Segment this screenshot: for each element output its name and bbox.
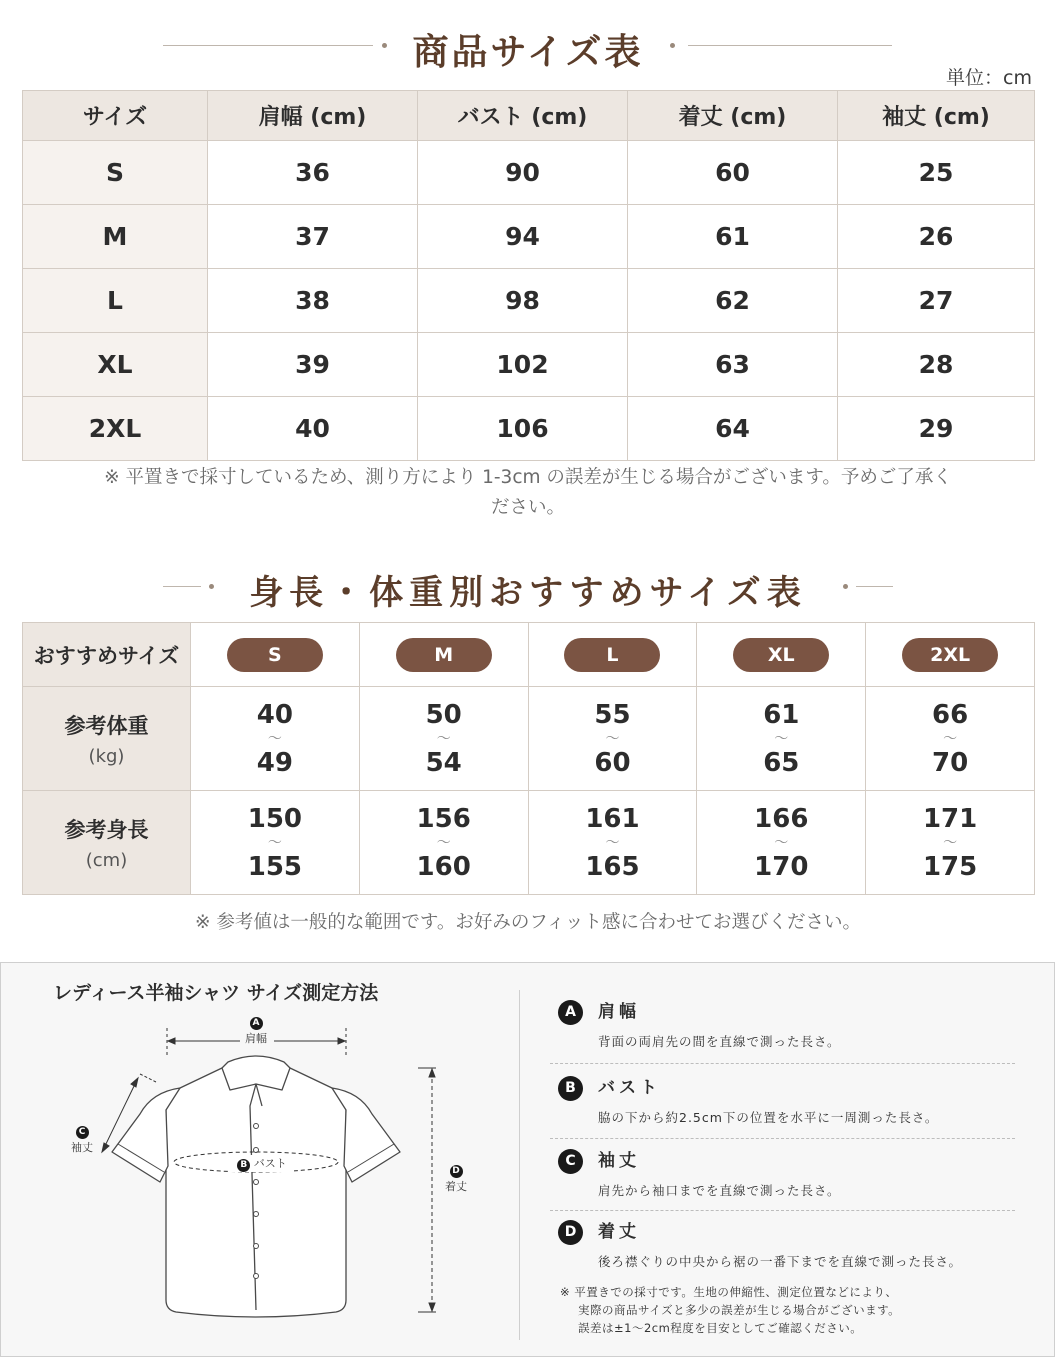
recommend-note: ※ 参考値は一般的な範囲です。お好みのフィット感に合わせてお選びください。: [195, 912, 861, 933]
weight-row: [23, 687, 1035, 791]
label-shoulder-text: 肩幅: [245, 1032, 267, 1045]
item-title: 肩幅: [598, 1002, 640, 1022]
size-table-title: 商品サイズ表: [412, 31, 644, 73]
size-pill-cell: [697, 623, 866, 687]
table-row: [23, 205, 1035, 269]
height-range: [697, 791, 866, 895]
header-size: サイズ: [23, 91, 208, 141]
size-pill: XL: [733, 638, 829, 672]
weight-range: [359, 687, 528, 791]
heading-rule-right: [688, 45, 892, 46]
table-row: [23, 269, 1035, 333]
height-range: [191, 791, 360, 895]
badge-d-icon: D: [450, 1165, 463, 1178]
item-title: バスト: [598, 1078, 661, 1098]
range-max: 65: [763, 747, 800, 778]
range-min: 61: [763, 699, 800, 730]
range-max: 49: [256, 747, 293, 778]
size-pill: L: [564, 638, 660, 672]
height-row: [23, 791, 1035, 895]
range-max: 54: [425, 747, 462, 778]
label-bust-text: バスト: [253, 1157, 287, 1170]
header-sleeve: 袖丈 (cm): [838, 91, 1035, 141]
value-cell: 25: [838, 141, 1035, 205]
measurement-note-line-1: ※ 平置きでの採寸です。生地の伸縮性、測定位置などにより、: [560, 1285, 898, 1299]
unit-label: 単位：cm: [946, 67, 1032, 89]
range-max: 165: [585, 851, 640, 882]
heading2-dot-right: [843, 584, 848, 589]
value-cell: 37: [208, 205, 418, 269]
measure-item-shoulder: [558, 1000, 1018, 1055]
range-max: 155: [247, 851, 303, 882]
diagram-label-shoulder: [236, 1015, 276, 1046]
measure-item-length: [558, 1220, 1018, 1275]
range-tilde: ～: [267, 834, 282, 851]
label-length-text: 着丈: [445, 1180, 467, 1193]
item-desc: 後ろ襟ぐりの中央から裾の一番下までを直線で測った長さ。: [598, 1254, 963, 1269]
table-row: [23, 397, 1035, 461]
range-min: 150: [247, 803, 303, 834]
range-tilde: ～: [436, 730, 451, 747]
item-divider: [550, 1138, 1015, 1139]
range-tilde: ～: [267, 730, 282, 747]
value-cell: 94: [418, 205, 628, 269]
value-cell: 60: [628, 141, 838, 205]
measure-item-bust: [558, 1076, 1018, 1131]
value-cell: 102: [418, 333, 628, 397]
value-cell: 98: [418, 269, 628, 333]
item-divider: [550, 1063, 1015, 1064]
diagram-label-sleeve: [62, 1124, 102, 1155]
size-pill-cell: [359, 623, 528, 687]
value-cell: 62: [628, 269, 838, 333]
header-length: 着丈 (cm): [628, 91, 838, 141]
recommend-title: 身長・体重別おすすめサイズ表: [249, 573, 807, 613]
measurement-title: レディース半袖シャツ サイズ測定方法: [53, 982, 379, 1004]
weight-range: [191, 687, 360, 791]
value-cell: 26: [838, 205, 1035, 269]
recommend-table: [22, 622, 1035, 895]
value-cell: 29: [838, 397, 1035, 461]
size-table: [22, 90, 1035, 461]
weight-label-cell: [23, 687, 191, 791]
range-min: 66: [932, 699, 969, 730]
range-max: 160: [416, 851, 471, 882]
height-range: [528, 791, 697, 895]
badge-c-icon: C: [76, 1126, 89, 1139]
recommend-size-label: おすすめサイズ: [23, 623, 191, 687]
size-cell: S: [23, 141, 208, 205]
panel-divider: [519, 990, 520, 1340]
value-cell: 39: [208, 333, 418, 397]
size-pill: 2XL: [902, 638, 998, 672]
measure-item-sleeve: [558, 1149, 1018, 1204]
range-tilde: ～: [943, 730, 958, 747]
diagram-label-bust: [230, 1155, 294, 1172]
value-cell: 36: [208, 141, 418, 205]
heading-dot-right: [670, 43, 675, 48]
value-cell: 28: [838, 333, 1035, 397]
size-cell: 2XL: [23, 397, 208, 461]
size-cell: XL: [23, 333, 208, 397]
badge-d-icon: D: [558, 1220, 583, 1245]
item-desc: 肩先から袖口までを直線で測った長さ。: [598, 1183, 841, 1198]
range-tilde: ～: [605, 834, 620, 851]
range-max: 175: [922, 851, 978, 882]
height-label: 参考身長: [64, 818, 149, 842]
item-title: 着丈: [598, 1222, 640, 1242]
size-pill-cell: [191, 623, 360, 687]
range-tilde: ～: [605, 730, 620, 747]
measurement-note-line-2: 実際の商品サイズと多少の誤差が生じる場合がございます。: [578, 1303, 901, 1317]
range-min: 50: [425, 699, 462, 730]
table-row: [23, 333, 1035, 397]
range-min: 40: [256, 699, 293, 730]
table-row: [23, 141, 1035, 205]
size-pill-cell: [866, 623, 1035, 687]
item-desc: 背面の両肩先の間を直線で測った長さ。: [598, 1034, 841, 1049]
range-min: 55: [594, 699, 631, 730]
measurement-note-line-3: 誤差は±1〜2cm程度を目安としてご確認ください。: [578, 1321, 863, 1335]
height-unit: (cm): [85, 850, 128, 871]
value-cell: 40: [208, 397, 418, 461]
size-table-title-wrap: [0, 24, 1056, 75]
shirt-body: [166, 1068, 346, 1317]
height-range: [359, 791, 528, 895]
note-line-2: ださい。: [490, 497, 565, 518]
value-cell: 106: [418, 397, 628, 461]
recommend-title-wrap: [0, 565, 1056, 614]
range-min: 171: [922, 803, 978, 834]
size-cell: L: [23, 269, 208, 333]
weight-range: [697, 687, 866, 791]
value-cell: 27: [838, 269, 1035, 333]
table-header-row: [23, 91, 1035, 141]
range-tilde: ～: [943, 834, 958, 851]
item-divider: [550, 1210, 1015, 1211]
weight-range: [528, 687, 697, 791]
range-max: 170: [754, 851, 809, 882]
diagram-label-length: [436, 1163, 476, 1194]
weight-unit: (kg): [88, 746, 125, 767]
value-cell: 61: [628, 205, 838, 269]
value-cell: 63: [628, 333, 838, 397]
value-cell: 64: [628, 397, 838, 461]
measurement-note: [560, 1283, 900, 1337]
badge-a-icon: A: [558, 1000, 583, 1025]
badge-b-icon: B: [558, 1076, 583, 1101]
header-shoulder: 肩幅 (cm): [208, 91, 418, 141]
header-bust: バスト (cm): [418, 91, 628, 141]
badge-a-icon: A: [250, 1017, 263, 1030]
note-line-1: ※ 平置きで採寸しているため、測り方により 1-3cm の誤差が生じる場合がございます。予めご了承く: [104, 467, 952, 488]
recommend-size-row: [23, 623, 1035, 687]
item-title: 袖丈: [598, 1151, 640, 1171]
size-table-note: [30, 463, 1026, 523]
range-tilde: ～: [436, 834, 451, 851]
label-sleeve-text: 袖丈: [71, 1141, 93, 1154]
range-max: 60: [594, 747, 631, 778]
badge-b-icon: B: [237, 1159, 250, 1172]
badge-c-icon: C: [558, 1149, 583, 1174]
size-pill: M: [396, 638, 492, 672]
range-tilde: ～: [774, 730, 789, 747]
size-pill: S: [227, 638, 323, 672]
range-min: 156: [416, 803, 471, 834]
range-max: 70: [932, 747, 969, 778]
range-min: 166: [754, 803, 809, 834]
heading2-rule-right: [856, 586, 893, 587]
size-cell: M: [23, 205, 208, 269]
value-cell: 38: [208, 269, 418, 333]
weight-range: [866, 687, 1035, 791]
height-range: [866, 791, 1035, 895]
weight-label: 参考体重: [64, 714, 149, 738]
range-min: 161: [585, 803, 640, 834]
height-label-cell: [23, 791, 191, 895]
range-tilde: ～: [774, 834, 789, 851]
item-desc: 脇の下から約2.5cm下の位置を水平に一周測った長さ。: [598, 1110, 939, 1125]
value-cell: 90: [418, 141, 628, 205]
size-pill-cell: [528, 623, 697, 687]
